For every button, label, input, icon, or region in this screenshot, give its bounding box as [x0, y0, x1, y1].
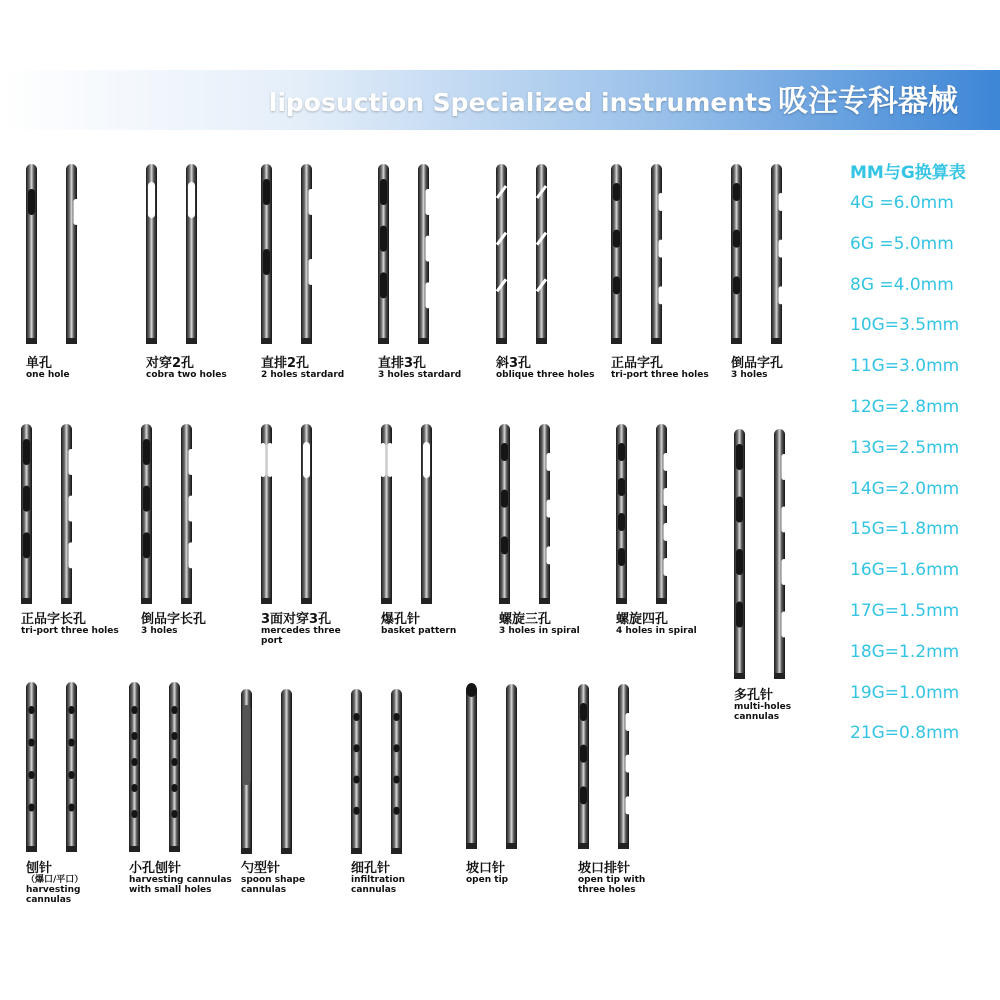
- cannula-hole: [426, 282, 431, 308]
- cannula-hole: [354, 776, 360, 784]
- cannula-name-en: harvesting cannulas with small holes: [129, 875, 232, 895]
- cannula-hole: [664, 453, 669, 471]
- cannula-item: [140, 160, 250, 400]
- cannula-hole: [189, 449, 194, 475]
- cannula-hole: [132, 784, 138, 792]
- cannula-name-en: tri-port three holes: [611, 370, 709, 380]
- cannula-name-cn: 倒品字长孔: [141, 612, 207, 627]
- conversion-row: 21G=0.8mm: [850, 723, 960, 744]
- shaft-end: [381, 598, 392, 604]
- cannula-name-cn: 刨针: [26, 861, 53, 876]
- conversion-row: 11G=3.0mm: [850, 356, 960, 377]
- cannula-hole: [618, 548, 625, 566]
- cannula-hole: [736, 497, 743, 523]
- shaft-end: [499, 598, 510, 604]
- shaft-end: [351, 848, 362, 854]
- cannula-hole: [394, 776, 400, 784]
- cannula-hole: [388, 443, 393, 477]
- cannula-item: [20, 160, 130, 400]
- cannula-hole: [309, 259, 314, 285]
- cannula-hole: [394, 744, 400, 752]
- cannula-hole: [172, 784, 178, 792]
- cannula-hole: [23, 439, 30, 465]
- conversion-row: 10G=3.5mm: [850, 315, 960, 336]
- cannula-hole: [29, 706, 35, 714]
- cannula-shaft: [66, 164, 77, 344]
- cannula-illustration: [20, 678, 120, 854]
- cannula-hole: [733, 230, 740, 248]
- cannula-hole: [613, 183, 620, 201]
- cannula-item: [572, 680, 682, 920]
- cannula-illustration: [490, 160, 590, 346]
- cannula-hole: [268, 443, 273, 477]
- conversion-row: 17G=1.5mm: [850, 600, 960, 621]
- cannula-hole: [501, 443, 508, 461]
- shaft-end: [536, 338, 547, 344]
- cannula-hole: [501, 536, 508, 554]
- shaft-end: [61, 598, 72, 604]
- shaft-end: [146, 338, 157, 344]
- cannula-hole: [172, 810, 178, 818]
- cannula-hole: [172, 732, 178, 740]
- shaft-end: [496, 338, 507, 344]
- cannula-hole: [380, 226, 387, 252]
- cannula-hole: [354, 713, 360, 721]
- cannula-item: [123, 678, 233, 918]
- shaft-end: [261, 338, 272, 344]
- cannula-hole: [394, 713, 400, 721]
- cannula-illustration: [728, 425, 828, 681]
- cannula-hole: [143, 532, 150, 558]
- cannula-hole: [29, 771, 35, 779]
- cannula-hole: [618, 478, 625, 496]
- cannula-hole: [132, 758, 138, 766]
- cannula-hole: [354, 807, 360, 815]
- cannula-hole: [779, 193, 784, 211]
- cannula-hole: [626, 713, 631, 731]
- shaft-end: [771, 338, 782, 344]
- cannula-name-en: （爆口/平口） harvesting cannulas: [26, 875, 84, 905]
- shaft-end: [734, 673, 745, 679]
- cannula-hole: [29, 739, 35, 747]
- cannula-hole: [580, 703, 587, 721]
- cannula-name-en: open tip: [466, 875, 509, 885]
- banner-title-chinese: 吸注专科器械: [778, 84, 958, 119]
- shaft-end: [26, 338, 37, 344]
- shaft-end: [301, 598, 312, 604]
- cannula-name-en: spoon shape cannulas: [241, 875, 306, 895]
- cannula-hole: [664, 523, 669, 541]
- cannula-hole: [782, 612, 787, 638]
- cannula-hole: [189, 496, 194, 522]
- cannula-name-en: open tip with three holes: [578, 875, 646, 895]
- shaft-end: [141, 598, 152, 604]
- conversion-row: 8G =4.0mm: [850, 274, 954, 295]
- cannula-name-cn: 细孔针: [351, 861, 391, 876]
- shaft-end: [21, 598, 32, 604]
- cannula-hole: [243, 705, 251, 785]
- cannula-hole: [354, 744, 360, 752]
- cannula-illustration: [725, 160, 825, 346]
- cannula-name-en: 3 holes: [731, 370, 768, 380]
- cannula-item: [345, 685, 455, 925]
- shaft-end: [66, 846, 77, 852]
- cannula-hole: [547, 453, 552, 471]
- cannula-illustration: [255, 420, 355, 606]
- shaft-end: [506, 843, 517, 849]
- shaft-end: [731, 338, 742, 344]
- cannula-shaft: [506, 684, 517, 849]
- cannula-name-cn: 正品字孔: [611, 356, 664, 371]
- cannula-illustration: [235, 685, 335, 856]
- cannula-item: [490, 160, 600, 400]
- cannula-hole: [426, 189, 431, 215]
- cannula-hole: [23, 532, 30, 558]
- cannula-hole: [547, 546, 552, 564]
- cannula-illustration: [605, 160, 705, 346]
- cannula-name-cn: 坡口针: [466, 861, 506, 876]
- cannula-hole: [69, 739, 75, 747]
- cannula-hole: [547, 500, 552, 518]
- cannula-item: [610, 420, 720, 660]
- cannula-item: [135, 420, 245, 660]
- cannula-hole: [394, 807, 400, 815]
- conversion-row: 12G=2.8mm: [850, 396, 960, 417]
- cannula-hole: [28, 189, 35, 215]
- cannula-hole: [143, 439, 150, 465]
- shaft-end: [578, 843, 589, 849]
- cannula-hole: [143, 486, 150, 512]
- cannula-illustration: [140, 160, 240, 346]
- cannula-illustration: [20, 160, 120, 346]
- cannula-hole: [29, 804, 35, 812]
- cannula-name-cn: 直排3孔: [378, 356, 427, 371]
- conversion-row: 15G=1.8mm: [850, 519, 960, 540]
- shaft-end: [611, 338, 622, 344]
- cannula-name-cn: 倒品字孔: [731, 356, 784, 371]
- cannula-name-en: 3 holes: [141, 626, 178, 636]
- cannula-illustration: [345, 685, 445, 856]
- shaft-end: [66, 338, 77, 344]
- shaft-end: [261, 598, 272, 604]
- cannula-shaft: [466, 684, 477, 849]
- shaft-end: [651, 338, 662, 344]
- cannula-name-cn: 爆孔针: [381, 612, 421, 627]
- cannula-name-en: cobra two holes: [146, 370, 227, 380]
- cannula-name-en: tri-port three holes: [21, 626, 119, 636]
- cannula-hole: [782, 559, 787, 585]
- shaft-end: [169, 846, 180, 852]
- cannula-hole: [261, 443, 266, 477]
- cannula-hole: [733, 276, 740, 294]
- cannula-hole: [69, 542, 74, 568]
- cannula-hole: [172, 758, 178, 766]
- cannula-hole: [263, 249, 270, 275]
- banner-title-english: liposuction Specialized instruments: [268, 88, 772, 117]
- cannula-hole: [580, 745, 587, 763]
- cannula-hole: [659, 240, 664, 258]
- cannula-illustration: [135, 420, 235, 606]
- cannula-name-cn: 3面对穿3孔: [261, 612, 332, 627]
- cannula-hole: [613, 276, 620, 294]
- cannula-illustration: [460, 680, 560, 851]
- shaft-end: [26, 846, 37, 852]
- cannula-item: [235, 685, 345, 925]
- cannula-illustration: [255, 160, 355, 346]
- cannula-hole: [309, 189, 314, 215]
- cannula-name-en: 3 holes stardard: [378, 370, 462, 380]
- cannula-name-cn: 直排2孔: [261, 356, 310, 371]
- shaft-end: [618, 843, 629, 849]
- cannula-item: [20, 678, 130, 918]
- cannula-hole: [69, 771, 75, 779]
- cannula-name-en: oblique three holes: [496, 370, 595, 380]
- cannula-hole: [189, 542, 194, 568]
- conversion-row: 6G =5.0mm: [850, 233, 954, 254]
- cannula-hole: [423, 442, 430, 478]
- cannula-hole: [733, 183, 740, 201]
- cannula-name-en: basket pattern: [381, 626, 457, 636]
- cannula-hole: [782, 454, 787, 480]
- cannula-hole: [132, 706, 138, 714]
- conversion-row: 13G=2.5mm: [850, 437, 960, 458]
- shaft-end: [181, 598, 192, 604]
- cannula-hole: [172, 706, 178, 714]
- cannula-hole: [263, 179, 270, 205]
- cannula-hole: [23, 486, 30, 512]
- cannula-item: [728, 425, 838, 722]
- cannula-illustration: [572, 680, 672, 851]
- cannula-hole: [148, 182, 155, 218]
- shaft-end: [616, 598, 627, 604]
- cannula-name-en: 3 holes in spiral: [499, 626, 580, 636]
- cannula-hole: [380, 272, 387, 298]
- cannula-illustration: [493, 420, 593, 606]
- cannula-hole: [736, 444, 743, 470]
- cannula-hole: [303, 442, 310, 478]
- cannula-name-en: mercedes three port: [261, 626, 341, 646]
- cannula-hole: [664, 558, 669, 576]
- cannula-item: [375, 420, 485, 660]
- cannula-name-en: one hole: [26, 370, 70, 380]
- shaft-end: [466, 843, 477, 849]
- cannula-hole: [618, 513, 625, 531]
- cannula-name-en: 2 holes stardard: [261, 370, 345, 380]
- cannula-hole: [380, 179, 387, 205]
- cannula-hole: [779, 286, 784, 304]
- cannula-hole: [779, 240, 784, 258]
- shaft-end: [241, 848, 252, 854]
- shaft-end: [391, 848, 402, 854]
- cannula-name-cn: 正品字长孔: [21, 612, 87, 627]
- shaft-end: [656, 598, 667, 604]
- cannula-illustration: [372, 160, 472, 346]
- conversion-row: 16G=1.6mm: [850, 560, 960, 581]
- cannula-hole: [626, 796, 631, 814]
- conversion-rows: [850, 183, 990, 754]
- conversion-row: 18G=1.2mm: [850, 641, 960, 662]
- cannula-name-cn: 坡口排针: [578, 861, 631, 876]
- cannula-hole: [69, 804, 75, 812]
- cannula-hole: [626, 755, 631, 773]
- cannula-shaft: [281, 689, 292, 854]
- cannula-illustration: [15, 420, 115, 606]
- cannula-item: [15, 420, 125, 660]
- cannula-name-cn: 对穿2孔: [146, 356, 195, 371]
- cannula-item: [255, 160, 365, 400]
- cannula-name-en: multi-holes cannulas: [734, 702, 792, 722]
- cannula-hole: [132, 810, 138, 818]
- shaft-end: [539, 598, 550, 604]
- cannula-hole: [736, 602, 743, 628]
- cannula-shaft: [656, 424, 667, 604]
- cannula-hole: [467, 683, 477, 697]
- shaft-end: [281, 848, 292, 854]
- cannula-hole: [782, 507, 787, 533]
- conversion-row: 19G=1.0mm: [850, 682, 960, 703]
- cannula-hole: [659, 286, 664, 304]
- gauge-conversion-table: [850, 158, 990, 754]
- shaft-end: [301, 338, 312, 344]
- cannula-item: [372, 160, 482, 400]
- cannula-hole: [580, 786, 587, 804]
- conversion-row: 14G=2.0mm: [850, 478, 960, 499]
- shaft-end: [774, 673, 785, 679]
- cannula-hole: [69, 496, 74, 522]
- cannula-hole: [736, 549, 743, 575]
- conversion-table-title: MM与G换算表: [850, 163, 966, 183]
- cannula-hole: [381, 443, 386, 477]
- cannula-hole: [188, 182, 195, 218]
- cannula-item: [493, 420, 603, 660]
- shaft-end: [186, 338, 197, 344]
- cannula-item: [725, 160, 835, 400]
- shaft-end: [418, 338, 429, 344]
- cannula-name-en: infiltration cannulas: [351, 875, 406, 895]
- title-banner: [0, 70, 1000, 130]
- cannula-name-cn: 斜3孔: [496, 356, 532, 371]
- cannula-hole: [613, 230, 620, 248]
- cannula-hole: [69, 706, 75, 714]
- cannula-hole: [69, 449, 74, 475]
- cannula-hole: [618, 443, 625, 461]
- shaft-end: [421, 598, 432, 604]
- cannula-name-cn: 单孔: [26, 356, 53, 371]
- cannula-illustration: [610, 420, 710, 606]
- cannula-item: [460, 680, 570, 920]
- cannula-name-en: 4 holes in spiral: [616, 626, 697, 636]
- banner-title: [269, 76, 958, 120]
- cannula-illustration: [375, 420, 475, 606]
- cannula-hole: [426, 236, 431, 262]
- shaft-end: [129, 846, 140, 852]
- cannula-item: [605, 160, 715, 400]
- cannula-name-cn: 螺旋四孔: [616, 612, 669, 627]
- cannula-hole: [74, 199, 79, 225]
- shaft-end: [378, 338, 389, 344]
- cannula-name-cn: 多孔针: [734, 688, 774, 703]
- cannula-name-cn: 小孔刨针: [129, 861, 182, 876]
- cannula-hole: [132, 732, 138, 740]
- conversion-row: 4G =6.0mm: [850, 193, 954, 213]
- cannula-name-cn: 螺旋三孔: [499, 612, 552, 627]
- cannula-hole: [664, 488, 669, 506]
- cannula-hole: [659, 193, 664, 211]
- cannula-item: [255, 420, 365, 660]
- cannula-name-cn: 勺型针: [241, 861, 281, 876]
- cannula-hole: [501, 490, 508, 508]
- cannula-illustration: [123, 678, 223, 854]
